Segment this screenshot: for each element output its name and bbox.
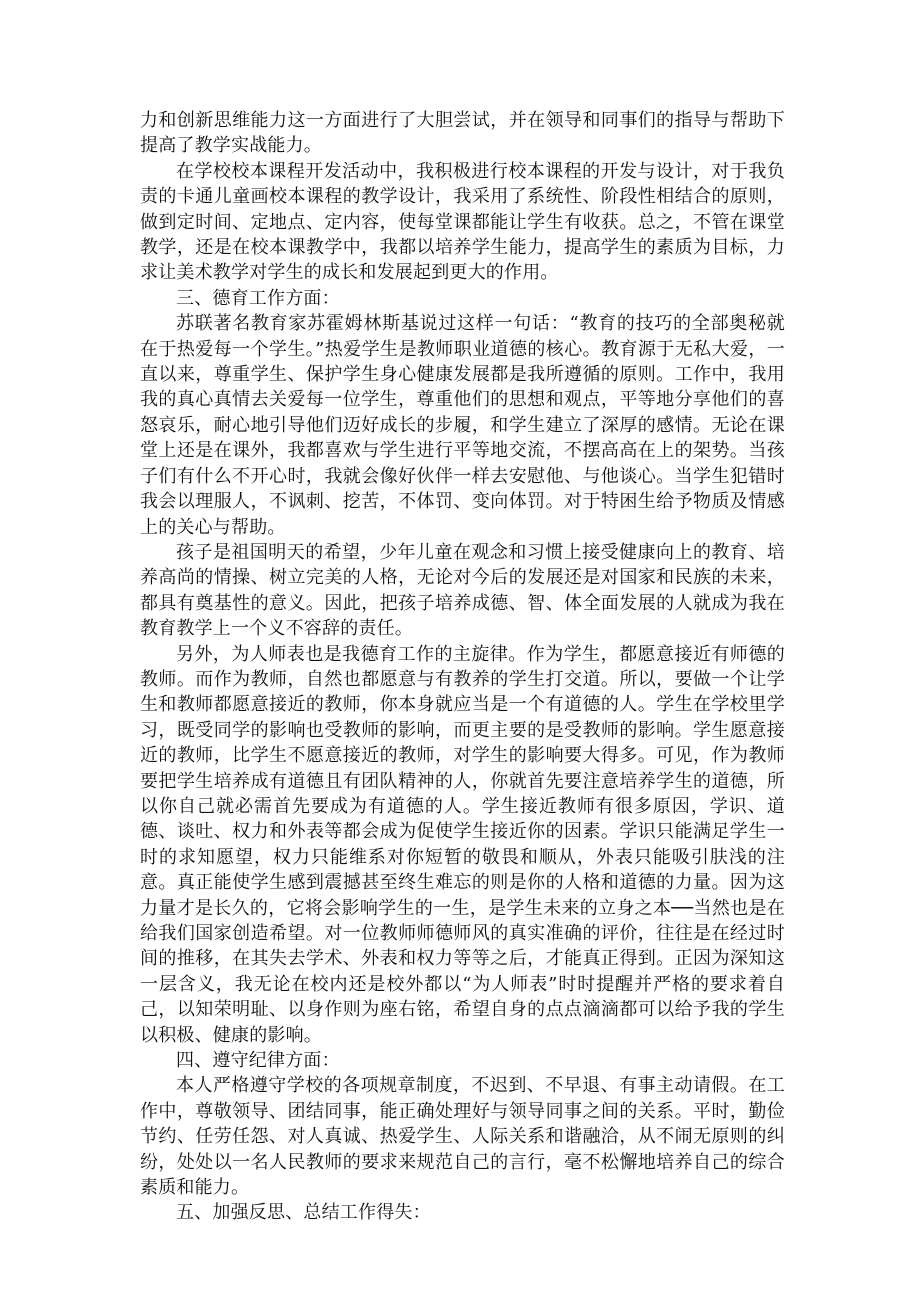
paragraph-continuation: 力和创新思维能力这一方面进行了大胆尝试，并在领导和同事们的指导与帮助下提高了教学实战能力。 bbox=[140, 110, 785, 157]
section-heading-reflection: 五、加强反思、总结工作得失： bbox=[176, 1202, 431, 1224]
paragraph-children-hope: 孩子是祖国明天的希望，少年儿童在观念和习惯上接受健康向上的教育、培养高尚的情操、树立完美的人格，无论对今后的发展还是对国家和民族的未来，都具有奠基性的意义。因此，把孩子培养成德、智、体全面发展的人就成为我在教育教学上一个义不容辞的责任。 bbox=[140, 541, 785, 640]
section-heading-moral-education: 三、德育工作方面： bbox=[176, 287, 340, 309]
paragraph-discipline: 本人严格遵守学校的各项规章制度，不迟到、不早退、有事主动请假。在工作中，尊敬领导、团结同事，能正确处理好与领导同事之间的关系。平时，勤俭节约、任劳任怨、对人真诚、热爱学生、人际关系和谐融洽，从不闹无原则的纠纷，处处以一名人民教师的要求来规范自己的言行，毫不松懈地培养自己的综合素质和能力。 bbox=[140, 1075, 785, 1199]
paragraph-role-model: 另外，为人师表也是我德育工作的主旋律。作为学生，都愿意接近有师德的教师。而作为教师，自然也都愿意与有教养的学生打交道。所以，要做一个让学生和教师都愿意接近的教师，你本身就应当是一个有道德的人。学生在学校里学习，既受同学的影响也受教师的影响，而更主要的是受教师的影响。学生愿意接近的教师，比学生不愿意接近的教师，对学生的影响要大得多。可见，作为教师要把学生培养成有道德且有团队精神的人，你就首先要注意培养学生的道德，所以你自己就必需首先要成为有道德的人。学生接近教师有很多原因，学识、道德、谈吐、权力和外表等都会成为促使学生接近你的因素。学识只能满足学生一时的求知愿望，权力只能维系对你短暂的敬畏和顺从，外表只能吸引肤浅的注意。真正能使学生感到震撼甚至终生难忘的则是你的人格和道德的力量。因为这力量才是长久的，它将会影响学生的一生，是学生未来的立身之本──当然也是在给我们国家创造希望。对一位教师师德师风的真实准确的评价，往往是在经过时间的推移，在其失去学术、外表和权力等等之后，才能真正得到。正因为深知这一层含义，我无论在校内还是校外都以“为人师表”时时提醒并严格的要求着自己，以知荣明耻、以身作则为座右铭，希望自身的点点滴滴都可以给予我的学生以积极、健康的影响。 bbox=[140, 643, 785, 1046]
paragraph-love-students: 苏联著名教育家苏霍姆林斯基说过这样一句话：“教育的技巧的全部奥秘就在于热爱每一个学生。”热爱学生是教师职业道德的核心。教育源于无私大爱，一直以来，尊重学生、保护学生身心健康发展都是我所遵循的原则。工作中，我用我的真心真情去关爱每一位学生，尊重他们的思想和观点，平等地分享他们的喜怒哀乐，耐心地引导他们迈好成长的步履，和学生建立了深厚的感情。无论在课堂上还是在课外，我都喜欢与学生进行平等地交流，不摆高高在上的架势。当孩子们有什么不开心时，我就会像好伙伴一样去安慰他、与他谈心。当学生犯错时我会以理服人，不讽刺、挖苦，不体罚、变向体罚。对于特困生给予物质及情感上的关心与帮助。 bbox=[140, 313, 785, 538]
paragraph-school-curriculum: 在学校校本课程开发活动中，我积极进行校本课程的开发与设计，对于我负责的卡通儿童画校本课程的教学设计，我采用了系统性、阶段性相结合的原则，做到定时间、定地点、定内容，使每堂课都能让学生有收获。总之，不管在课堂教学，还是在校本课教学中，我都以培养学生能力，提高学生的素质为目标，力求让美术教学对学生的成长和发展起到更大的作用。 bbox=[140, 160, 785, 284]
section-heading-discipline: 四、遵守纪律方面： bbox=[176, 1050, 340, 1072]
document-page bbox=[140, 108, 785, 1226]
